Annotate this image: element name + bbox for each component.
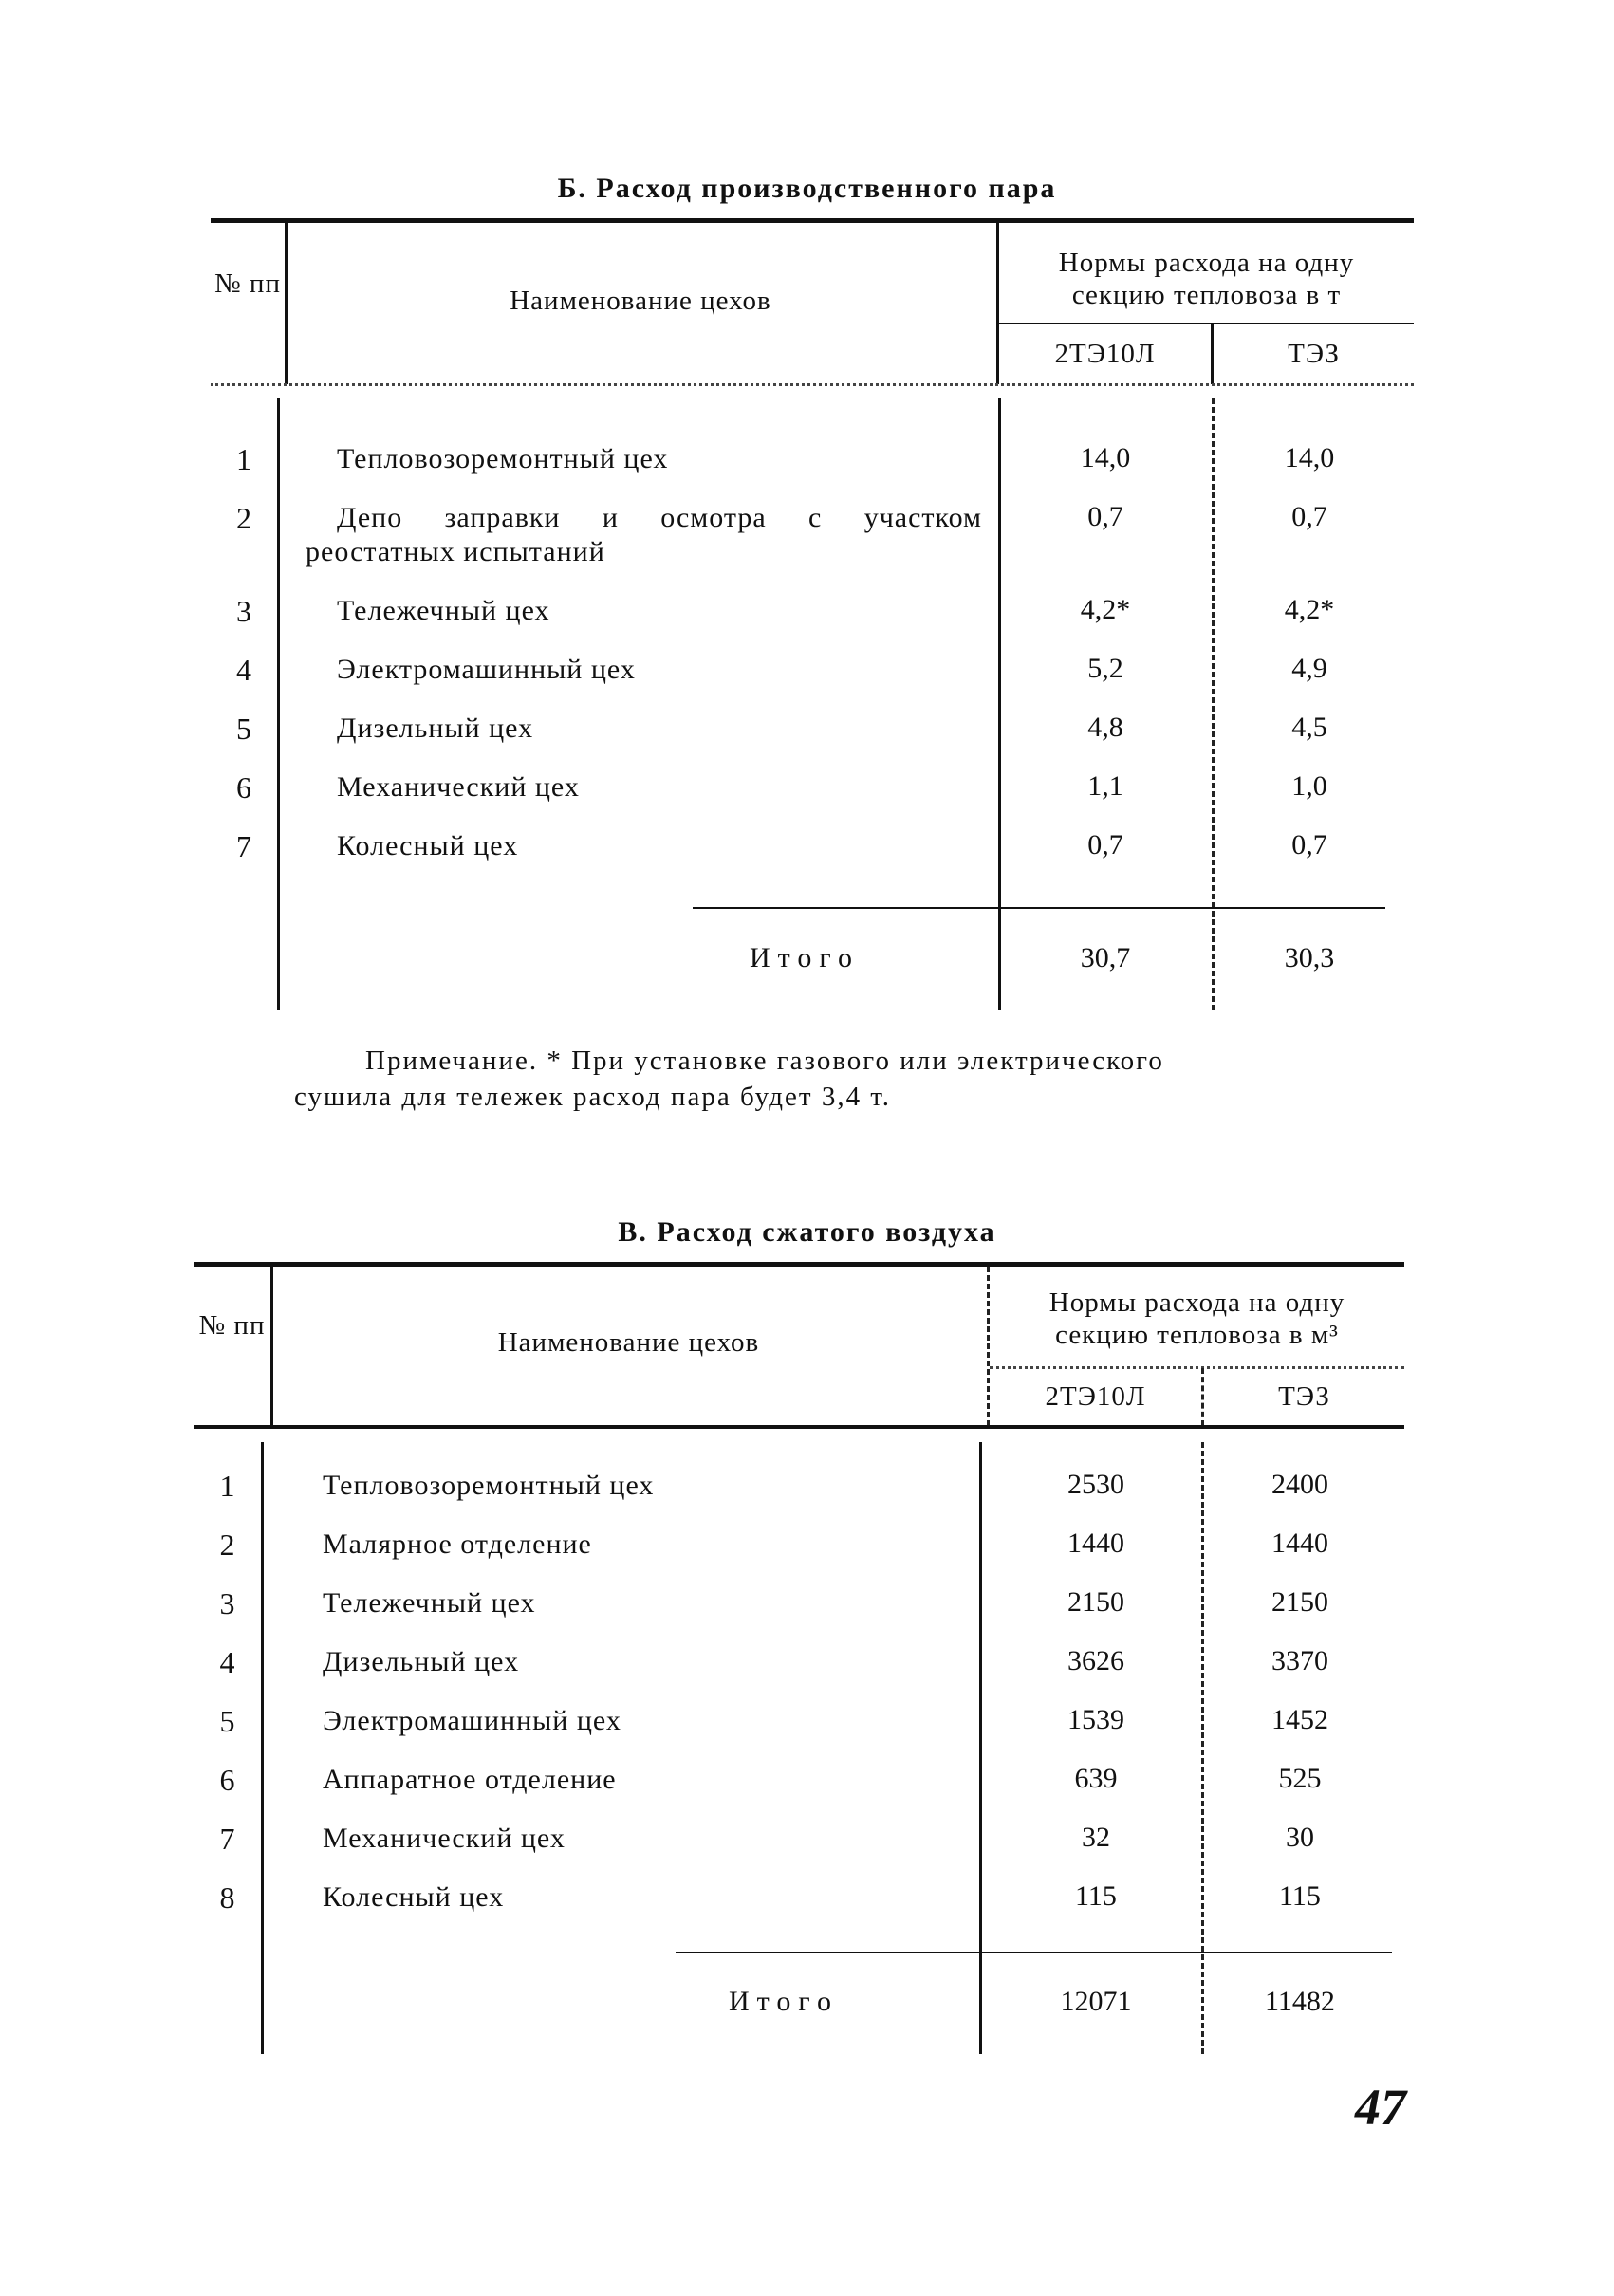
- table-row-name: Тепловозоремонтный цех: [337, 443, 669, 474]
- table-b-total-a: 30,7: [1080, 942, 1131, 973]
- table-b-total-label: Итого: [750, 942, 860, 973]
- table-row-value-b: 115: [1279, 1880, 1321, 1912]
- table-v-col-no: № пп: [198, 1310, 266, 1341]
- table-row-value-a: 5,2: [1087, 653, 1123, 684]
- table-row-value-a: 4,8: [1087, 712, 1123, 743]
- table-row-number: 8: [219, 1880, 235, 1915]
- table-v-col-a: 2ТЭ10Л: [1045, 1381, 1146, 1412]
- table-row-value-a: 0,7: [1087, 501, 1123, 532]
- table-row-value-b: 14,0: [1284, 442, 1335, 473]
- table-b-subheader-rule: [999, 323, 1414, 324]
- table-row-value-b: 3370: [1271, 1645, 1328, 1676]
- table-b-col-a: 2ТЭ10Л: [1054, 339, 1156, 369]
- table-row-number: 1: [219, 1469, 235, 1503]
- table-row-number: 2: [236, 501, 251, 535]
- table-row-number: 7: [236, 829, 251, 863]
- table-row-value-a: 2150: [1067, 1586, 1124, 1618]
- table-v-total-rule: [676, 1952, 1392, 1953]
- table-v-top-rule: [194, 1262, 1404, 1267]
- table-row-value-b: 2400: [1271, 1469, 1328, 1500]
- table-row-name: Дизельный цех: [337, 713, 534, 744]
- table-row-name: Дизельный цех: [323, 1646, 520, 1677]
- table-row-name: Механический цех: [337, 771, 580, 803]
- table-row-number: 5: [219, 1704, 235, 1738]
- table-row-name: Тележечный цех: [323, 1587, 536, 1619]
- table-v-col-name: Наименование цехов: [497, 1327, 760, 1358]
- table-b-col-norms-unit: секцию тепловоза в т: [1071, 280, 1342, 310]
- table-v-total-label: Итого: [729, 1986, 839, 2017]
- table-b-note-continuation: сушила для тележек расход пара будет 3,4 т.: [294, 1082, 892, 1112]
- table-row-value-b: 1,0: [1291, 770, 1327, 802]
- table-row-name: Механический цех: [323, 1823, 566, 1854]
- table-row-number: 7: [219, 1822, 235, 1856]
- table-v-divider: [261, 1442, 264, 2054]
- table-b-total-rule: [693, 907, 1385, 909]
- table-row-value-b: 4,9: [1291, 653, 1327, 684]
- table-row-name: Электромашинный цех: [337, 654, 636, 685]
- table-row-number: 4: [236, 653, 251, 687]
- table-row-number: 5: [236, 712, 251, 746]
- table-row-number: 3: [219, 1586, 235, 1620]
- table-row-name: Депо заправки и осмотра с участком: [337, 502, 982, 533]
- table-row-value-b: 1452: [1271, 1704, 1328, 1735]
- table-row-value-a: 1,1: [1087, 770, 1123, 802]
- table-row-value-a: 4,2*: [1080, 594, 1131, 625]
- table-b-col-no: № пп: [214, 268, 281, 299]
- table-b-divider: [1212, 398, 1215, 1010]
- table-v-total-b: 11482: [1265, 1986, 1335, 2017]
- table-row-name: Колесный цех: [337, 830, 519, 861]
- table-row-value-b: 2150: [1271, 1586, 1328, 1618]
- table-b-col-norms: Нормы расхода на одну: [1058, 248, 1355, 278]
- table-v-title: В. Расход сжатого воздуха: [618, 1216, 996, 1248]
- table-b-title: Б. Расход производственного пара: [557, 173, 1057, 204]
- table-row-value-a: 2530: [1067, 1469, 1124, 1500]
- table-row-value-a: 14,0: [1080, 442, 1131, 473]
- table-row-number: 3: [236, 594, 251, 628]
- table-b-col-name: Наименование цехов: [510, 286, 771, 316]
- table-row-name: Тепловозоремонтный цех: [323, 1470, 655, 1501]
- table-row-number: 4: [219, 1645, 235, 1679]
- table-row-value-b: 0,7: [1291, 829, 1327, 861]
- table-b-divider: [998, 398, 1001, 1010]
- table-row-value-a: 0,7: [1087, 829, 1123, 861]
- table-v-col-b: ТЭЗ: [1278, 1381, 1330, 1412]
- table-row-name-continuation: реостатных испытаний: [306, 536, 605, 567]
- table-row-value-a: 1440: [1067, 1528, 1124, 1559]
- table-b-top-rule: [211, 218, 1414, 223]
- table-row-value-b: 0,7: [1291, 501, 1327, 532]
- table-b-note: Примечание. * При установке газового или электрического: [365, 1046, 1164, 1076]
- table-v-subheader-rule: [990, 1366, 1404, 1369]
- table-row-number: 2: [219, 1528, 235, 1562]
- table-row-name: Колесный цех: [323, 1881, 505, 1913]
- page-number: 47: [1355, 2079, 1406, 2136]
- table-v-col-norms-unit: секцию тепловоза в м³: [1055, 1320, 1339, 1350]
- table-row-value-a: 639: [1074, 1763, 1118, 1794]
- table-v-header-rule: [194, 1425, 1404, 1429]
- table-v-divider: [1201, 1442, 1204, 2054]
- table-row-value-a: 1539: [1067, 1704, 1124, 1735]
- table-row-name: Малярное отделение: [323, 1528, 592, 1560]
- table-row-name: Тележечный цех: [337, 595, 550, 626]
- table-row-name: Аппаратное отделение: [323, 1764, 617, 1795]
- table-v-total-a: 12071: [1060, 1986, 1132, 2017]
- table-row-number: 1: [236, 442, 251, 476]
- table-row-number: 6: [219, 1763, 235, 1797]
- table-b-col-b: ТЭЗ: [1288, 339, 1340, 369]
- table-row-value-a: 32: [1082, 1822, 1110, 1853]
- table-row-name: Электромашинный цех: [323, 1705, 621, 1736]
- table-row-value-b: 4,2*: [1284, 594, 1335, 625]
- table-row-value-a: 115: [1075, 1880, 1117, 1912]
- table-v-divider: [979, 1442, 982, 2054]
- table-b-header-rule: [211, 383, 1414, 386]
- table-row-value-b: 525: [1278, 1763, 1322, 1794]
- table-row-number: 6: [236, 770, 251, 805]
- table-row-value-b: 30: [1286, 1822, 1314, 1853]
- table-row-value-b: 4,5: [1291, 712, 1327, 743]
- table-b-divider: [277, 398, 280, 1010]
- table-v-col-norms: Нормы расхода на одну: [1048, 1287, 1345, 1318]
- table-b-total-b: 30,3: [1284, 942, 1335, 973]
- table-row-value-b: 1440: [1271, 1528, 1328, 1559]
- table-row-value-a: 3626: [1067, 1645, 1124, 1676]
